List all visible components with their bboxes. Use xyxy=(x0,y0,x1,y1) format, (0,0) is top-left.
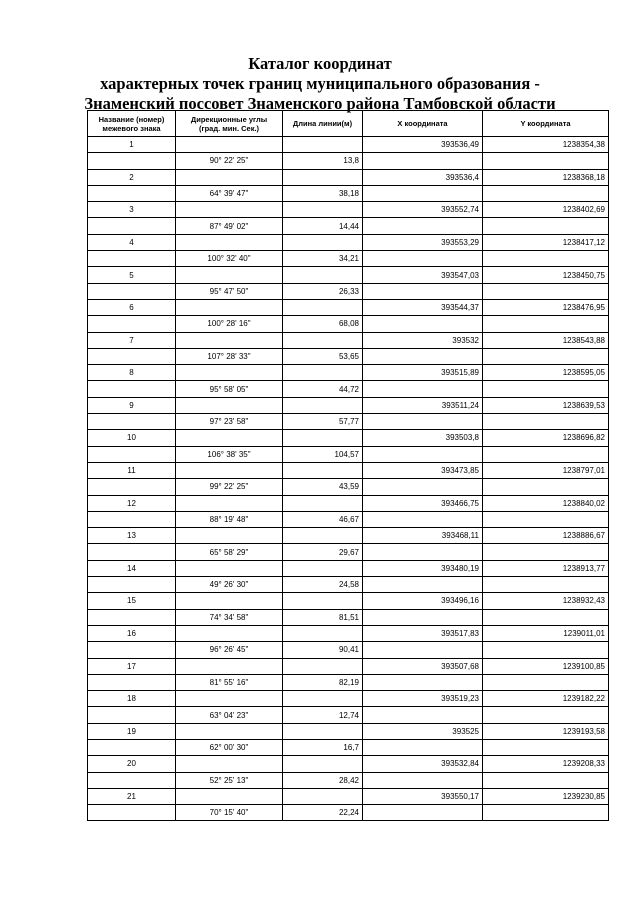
table-row xyxy=(88,625,609,641)
empty-cell xyxy=(88,544,176,560)
empty-cell xyxy=(88,772,176,788)
table-row xyxy=(88,446,609,462)
direction-angle-cell: 52° 25' 13" xyxy=(176,772,283,788)
table-row xyxy=(88,772,609,788)
empty-cell xyxy=(483,218,609,234)
empty-cell xyxy=(176,691,283,707)
line-length-cell: 68,08 xyxy=(283,316,363,332)
table-row xyxy=(88,365,609,381)
empty-cell xyxy=(363,642,483,658)
direction-angle-cell: 81° 55' 16" xyxy=(176,674,283,690)
x-coordinate-cell: 393503,8 xyxy=(363,430,483,446)
empty-cell xyxy=(483,544,609,560)
table-row xyxy=(88,332,609,348)
empty-cell xyxy=(283,267,363,283)
empty-cell xyxy=(88,185,176,201)
y-coordinate-cell: 1238886,67 xyxy=(483,528,609,544)
table-row xyxy=(88,495,609,511)
line-length-cell: 53,65 xyxy=(283,348,363,364)
direction-angle-cell: 90° 22' 25" xyxy=(176,153,283,169)
line-length-cell: 24,58 xyxy=(283,577,363,593)
empty-cell xyxy=(363,479,483,495)
empty-cell xyxy=(363,609,483,625)
empty-cell xyxy=(176,462,283,478)
y-coordinate-cell: 1238932,43 xyxy=(483,593,609,609)
direction-angle-cell: 100° 32' 40" xyxy=(176,251,283,267)
direction-angle-cell: 100° 28' 16" xyxy=(176,316,283,332)
empty-cell xyxy=(483,772,609,788)
empty-cell xyxy=(363,414,483,430)
y-coordinate-cell: 1238354,38 xyxy=(483,137,609,153)
direction-angle-cell: 64° 39' 47" xyxy=(176,185,283,201)
table-row xyxy=(88,185,609,201)
y-coordinate-cell: 1238417,12 xyxy=(483,234,609,250)
direction-angle-cell: 95° 58' 05" xyxy=(176,381,283,397)
y-coordinate-cell: 1239100,85 xyxy=(483,658,609,674)
x-coordinate-cell: 393511,24 xyxy=(363,397,483,413)
empty-cell xyxy=(483,251,609,267)
table-row xyxy=(88,381,609,397)
table-row xyxy=(88,739,609,755)
x-coordinate-cell: 393536,4 xyxy=(363,169,483,185)
y-coordinate-cell: 1239193,58 xyxy=(483,723,609,739)
empty-cell xyxy=(283,234,363,250)
empty-cell xyxy=(176,365,283,381)
empty-cell xyxy=(363,348,483,364)
title-line-1: Каталог координат xyxy=(248,54,392,73)
empty-cell xyxy=(363,511,483,527)
y-coordinate-cell: 1238840,02 xyxy=(483,495,609,511)
empty-cell xyxy=(283,169,363,185)
empty-cell xyxy=(483,642,609,658)
y-coordinate-cell: 1239011,01 xyxy=(483,625,609,641)
table-row xyxy=(88,805,609,821)
y-coordinate-cell: 1238595,05 xyxy=(483,365,609,381)
empty-cell xyxy=(88,414,176,430)
table-row xyxy=(88,658,609,674)
title-line-2: характерных точек границ муниципального образования - xyxy=(100,74,540,93)
point-number-cell: 19 xyxy=(88,723,176,739)
empty-cell xyxy=(88,348,176,364)
table-row xyxy=(88,234,609,250)
empty-cell xyxy=(283,137,363,153)
direction-angle-cell: 97° 23' 58" xyxy=(176,414,283,430)
direction-angle-cell: 107° 28' 33" xyxy=(176,348,283,364)
empty-cell xyxy=(363,674,483,690)
y-coordinate-cell: 1238368,18 xyxy=(483,169,609,185)
point-number-cell: 2 xyxy=(88,169,176,185)
empty-cell xyxy=(483,577,609,593)
line-length-cell: 46,67 xyxy=(283,511,363,527)
empty-cell xyxy=(176,202,283,218)
empty-cell xyxy=(176,430,283,446)
empty-cell xyxy=(483,674,609,690)
empty-cell xyxy=(176,332,283,348)
point-number-cell: 17 xyxy=(88,658,176,674)
empty-cell xyxy=(88,316,176,332)
direction-angle-cell: 65° 58' 29" xyxy=(176,544,283,560)
direction-angle-cell: 95° 47' 50" xyxy=(176,283,283,299)
empty-cell xyxy=(176,593,283,609)
direction-angle-cell: 62° 00' 30" xyxy=(176,739,283,755)
table-row xyxy=(88,251,609,267)
point-number-cell: 13 xyxy=(88,528,176,544)
point-number-cell: 5 xyxy=(88,267,176,283)
x-coordinate-cell: 393496,16 xyxy=(363,593,483,609)
empty-cell xyxy=(176,299,283,315)
empty-cell xyxy=(283,299,363,315)
y-coordinate-cell: 1238450,75 xyxy=(483,267,609,283)
header-x-coordinate: X координата xyxy=(363,111,483,137)
empty-cell xyxy=(363,153,483,169)
empty-cell xyxy=(176,397,283,413)
table-header-row xyxy=(88,111,609,137)
empty-cell xyxy=(283,365,363,381)
empty-cell xyxy=(283,528,363,544)
table-row xyxy=(88,267,609,283)
table-row xyxy=(88,299,609,315)
x-coordinate-cell: 393507,68 xyxy=(363,658,483,674)
empty-cell xyxy=(483,381,609,397)
direction-angle-cell: 87° 49' 02" xyxy=(176,218,283,234)
empty-cell xyxy=(88,381,176,397)
point-number-cell: 3 xyxy=(88,202,176,218)
empty-cell xyxy=(363,251,483,267)
empty-cell xyxy=(176,756,283,772)
x-coordinate-cell: 393517,83 xyxy=(363,625,483,641)
header-point-name: Название (номер) межевого знака xyxy=(88,111,176,137)
empty-cell xyxy=(363,544,483,560)
empty-cell xyxy=(283,397,363,413)
line-length-cell: 22,24 xyxy=(283,805,363,821)
table-row xyxy=(88,316,609,332)
x-coordinate-cell: 393519,23 xyxy=(363,691,483,707)
y-coordinate-cell: 1238696,82 xyxy=(483,430,609,446)
empty-cell xyxy=(88,446,176,462)
y-coordinate-cell: 1238639,53 xyxy=(483,397,609,413)
point-number-cell: 20 xyxy=(88,756,176,772)
empty-cell xyxy=(176,137,283,153)
direction-angle-cell: 74° 34' 58" xyxy=(176,609,283,625)
empty-cell xyxy=(88,577,176,593)
x-coordinate-cell: 393473,85 xyxy=(363,462,483,478)
empty-cell xyxy=(176,625,283,641)
point-number-cell: 16 xyxy=(88,625,176,641)
empty-cell xyxy=(363,707,483,723)
empty-cell xyxy=(283,625,363,641)
line-length-cell: 81,51 xyxy=(283,609,363,625)
empty-cell xyxy=(176,169,283,185)
point-number-cell: 8 xyxy=(88,365,176,381)
empty-cell xyxy=(176,560,283,576)
title-line-3: Знаменский поссовет Знаменского района Тамбовской области xyxy=(84,94,556,113)
point-number-cell: 21 xyxy=(88,788,176,804)
header-line-length: Длина линии(м) xyxy=(283,111,363,137)
line-length-cell: 104,57 xyxy=(283,446,363,462)
empty-cell xyxy=(283,430,363,446)
empty-cell xyxy=(363,446,483,462)
line-length-cell: 43,59 xyxy=(283,479,363,495)
empty-cell xyxy=(283,788,363,804)
empty-cell xyxy=(483,609,609,625)
table-row xyxy=(88,642,609,658)
direction-angle-cell: 88° 19' 48" xyxy=(176,511,283,527)
table-row xyxy=(88,137,609,153)
x-coordinate-cell: 393544,37 xyxy=(363,299,483,315)
y-coordinate-cell: 1238402,69 xyxy=(483,202,609,218)
y-coordinate-cell: 1238476,95 xyxy=(483,299,609,315)
point-number-cell: 4 xyxy=(88,234,176,250)
empty-cell xyxy=(283,495,363,511)
table-row xyxy=(88,593,609,609)
line-length-cell: 16,7 xyxy=(283,739,363,755)
empty-cell xyxy=(88,283,176,299)
empty-cell xyxy=(283,756,363,772)
empty-cell xyxy=(176,528,283,544)
empty-cell xyxy=(363,218,483,234)
empty-cell xyxy=(283,593,363,609)
empty-cell xyxy=(283,723,363,739)
table-row xyxy=(88,577,609,593)
point-number-cell: 11 xyxy=(88,462,176,478)
line-length-cell: 34,21 xyxy=(283,251,363,267)
empty-cell xyxy=(283,560,363,576)
direction-angle-cell: 49° 26' 30" xyxy=(176,577,283,593)
x-coordinate-cell: 393532,84 xyxy=(363,756,483,772)
empty-cell xyxy=(176,723,283,739)
point-number-cell: 15 xyxy=(88,593,176,609)
y-coordinate-cell: 1239208,33 xyxy=(483,756,609,772)
x-coordinate-cell: 393536,49 xyxy=(363,137,483,153)
empty-cell xyxy=(483,446,609,462)
empty-cell xyxy=(483,739,609,755)
empty-cell xyxy=(363,316,483,332)
table-row xyxy=(88,218,609,234)
table-row xyxy=(88,153,609,169)
table-row xyxy=(88,511,609,527)
empty-cell xyxy=(88,153,176,169)
table-row xyxy=(88,544,609,560)
line-length-cell: 28,42 xyxy=(283,772,363,788)
direction-angle-cell: 96° 26' 45" xyxy=(176,642,283,658)
line-length-cell: 44,72 xyxy=(283,381,363,397)
header-y-coordinate: Y координата xyxy=(483,111,609,137)
empty-cell xyxy=(363,381,483,397)
empty-cell xyxy=(483,805,609,821)
y-coordinate-cell: 1239182,22 xyxy=(483,691,609,707)
line-length-cell: 13,8 xyxy=(283,153,363,169)
line-length-cell: 82,19 xyxy=(283,674,363,690)
point-number-cell: 7 xyxy=(88,332,176,348)
empty-cell xyxy=(176,788,283,804)
empty-cell xyxy=(483,348,609,364)
empty-cell xyxy=(483,283,609,299)
header-direction-angle: Дирекционные углы (град. мин. Сек.) xyxy=(176,111,283,137)
empty-cell xyxy=(283,202,363,218)
empty-cell xyxy=(88,218,176,234)
line-length-cell: 29,67 xyxy=(283,544,363,560)
empty-cell xyxy=(483,414,609,430)
empty-cell xyxy=(283,658,363,674)
table-row xyxy=(88,691,609,707)
table-row xyxy=(88,707,609,723)
line-length-cell: 14,44 xyxy=(283,218,363,234)
y-coordinate-cell: 1239230,85 xyxy=(483,788,609,804)
table-row xyxy=(88,560,609,576)
table-row xyxy=(88,169,609,185)
empty-cell xyxy=(483,153,609,169)
table-row xyxy=(88,397,609,413)
table-row xyxy=(88,202,609,218)
coordinates-table xyxy=(87,110,609,821)
empty-cell xyxy=(283,691,363,707)
x-coordinate-cell: 393550,17 xyxy=(363,788,483,804)
empty-cell xyxy=(88,674,176,690)
empty-cell xyxy=(363,577,483,593)
empty-cell xyxy=(88,609,176,625)
empty-cell xyxy=(363,805,483,821)
empty-cell xyxy=(363,772,483,788)
empty-cell xyxy=(88,805,176,821)
empty-cell xyxy=(88,739,176,755)
empty-cell xyxy=(483,316,609,332)
direction-angle-cell: 70° 15' 40" xyxy=(176,805,283,821)
empty-cell xyxy=(176,658,283,674)
table-body xyxy=(88,137,609,821)
x-coordinate-cell: 393532 xyxy=(363,332,483,348)
direction-angle-cell: 99° 22' 25" xyxy=(176,479,283,495)
table-row xyxy=(88,430,609,446)
empty-cell xyxy=(88,642,176,658)
x-coordinate-cell: 393468,11 xyxy=(363,528,483,544)
line-length-cell: 26,33 xyxy=(283,283,363,299)
empty-cell xyxy=(483,707,609,723)
table-row xyxy=(88,462,609,478)
empty-cell xyxy=(88,251,176,267)
y-coordinate-cell: 1238913,77 xyxy=(483,560,609,576)
y-coordinate-cell: 1238543,88 xyxy=(483,332,609,348)
table-row xyxy=(88,348,609,364)
table-row xyxy=(88,674,609,690)
table-row xyxy=(88,414,609,430)
line-length-cell: 38,18 xyxy=(283,185,363,201)
empty-cell xyxy=(88,479,176,495)
point-number-cell: 6 xyxy=(88,299,176,315)
table-row xyxy=(88,283,609,299)
x-coordinate-cell: 393466,75 xyxy=(363,495,483,511)
x-coordinate-cell: 393552,74 xyxy=(363,202,483,218)
table-row xyxy=(88,756,609,772)
empty-cell xyxy=(176,267,283,283)
table-row xyxy=(88,479,609,495)
empty-cell xyxy=(483,479,609,495)
empty-cell xyxy=(363,739,483,755)
empty-cell xyxy=(283,332,363,348)
empty-cell xyxy=(176,234,283,250)
line-length-cell: 57,77 xyxy=(283,414,363,430)
x-coordinate-cell: 393547,03 xyxy=(363,267,483,283)
empty-cell xyxy=(88,707,176,723)
empty-cell xyxy=(483,511,609,527)
empty-cell xyxy=(363,185,483,201)
line-length-cell: 90,41 xyxy=(283,642,363,658)
table-row xyxy=(88,609,609,625)
point-number-cell: 12 xyxy=(88,495,176,511)
empty-cell xyxy=(283,462,363,478)
line-length-cell: 12,74 xyxy=(283,707,363,723)
table-row xyxy=(88,528,609,544)
point-number-cell: 18 xyxy=(88,691,176,707)
empty-cell xyxy=(176,495,283,511)
x-coordinate-cell: 393525 xyxy=(363,723,483,739)
x-coordinate-cell: 393515,89 xyxy=(363,365,483,381)
point-number-cell: 9 xyxy=(88,397,176,413)
point-number-cell: 14 xyxy=(88,560,176,576)
empty-cell xyxy=(363,283,483,299)
table-row xyxy=(88,788,609,804)
empty-cell xyxy=(483,185,609,201)
direction-angle-cell: 63° 04' 23" xyxy=(176,707,283,723)
y-coordinate-cell: 1238797,01 xyxy=(483,462,609,478)
x-coordinate-cell: 393553,29 xyxy=(363,234,483,250)
x-coordinate-cell: 393480,19 xyxy=(363,560,483,576)
empty-cell xyxy=(88,511,176,527)
direction-angle-cell: 106° 38' 35" xyxy=(176,446,283,462)
document-title xyxy=(0,54,640,114)
table-row xyxy=(88,723,609,739)
point-number-cell: 1 xyxy=(88,137,176,153)
point-number-cell: 10 xyxy=(88,430,176,446)
